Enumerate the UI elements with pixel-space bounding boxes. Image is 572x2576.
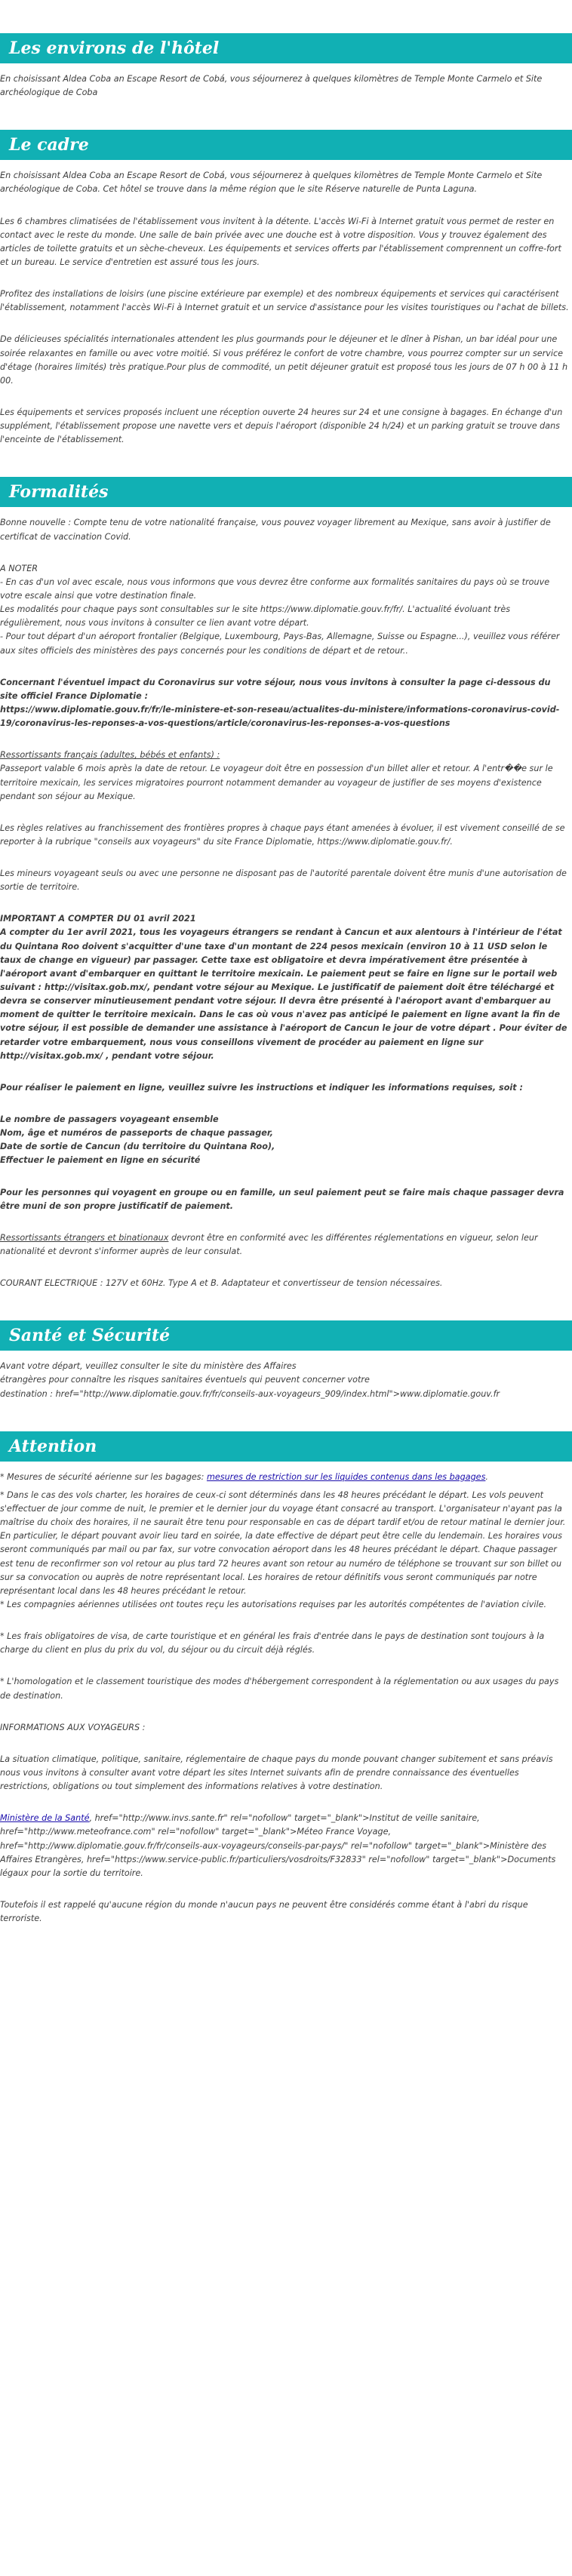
- sante-heading: Santé et Sécurité: [0, 1320, 572, 1351]
- formalites-minors: Les mineurs voyageant seuls ou avec une personne ne disposant pas de l'autorité parentale doivent être munis d'une autorisation de sortie de territoire.: [0, 868, 567, 893]
- formalites-section: [0, 477, 572, 1290]
- attention-links-text: , href="http://www.invs.sante.fr" rel="nofollow" target="_blank">Institut de veille sanitaire, href="http://www.meteofrance.com" rel="nofollow" target="_blank">Méteo France Voyage, href="http://www.diplomatie.gouv.fr/fr/conseils-aux-voyageurs/conseils-par-pays/" rel="nofollow" target="_blank">Ministère des Affaires Etrangères, href="https://www.service-public.fr/particuliers/vosdroits/F32833" rel="nofollow" target="_blank">Documents légaux pour la sortie du territoire.: [0, 1813, 556, 1878]
- sante-text: Avant votre départ, veuillez consulter le site du ministère des Affaires étrangères pour connaître les risques sanitaires éventuels qui peuvent concerner votre destination : href="http://www.diplomatie.gouv.fr/fr/conseils-aux-voyageurs_909/index.html">www.diplomatie.gouv.fr: [0, 1361, 500, 1399]
- cadre-paragraph: En choisissant Aldea Coba an Escape Resort de Cobá, vous séjournerez à quelques kilomètres de Temple Monte Carmelo et Site archéologique de Coba. Cet hôtel se trouve dans la même région que le site Réserve naturelle de Punta Laguna.: [0, 171, 543, 195]
- cadre-paragraph: Les 6 chambres climatisées de l'établissement vous invitent à la détente. L'accès Wi-Fi à Internet gratuit vous permet de rester en contact avec le reste du monde. Une salle de bain privée avec une douche est à votre disposition. Vous y trouvez également des articles de toilette gratuits et un sèche-cheveux. Les équipements et services offerts par l'établissement comprennent un coffre-fort et un bureau. Le service d'entretien est assuré tous les jours.: [0, 216, 561, 267]
- formalites-important-tax: IMPORTANT A COMPTER DU 01 avril 2021 A compter du 1er avril 2021, tous les voyageurs étrangers se rendant à Cancun et aux alentours à l'intérieur de l'état du Quintana Roo doivent s'acquitter d'une taxe d'un montant de 224 pesos mexicain (environ 10 à 11 USD selon le taux de change en vigueur) par passager. Cette taxe est obligatoire et devra impérativement être présentée à l'aéroport avant d'embarquer en quittant le territoire mexicain. Le paiement peut se faire en ligne sur le portail web suivant : http://visitax.gob.mx/, pendant votre séjour au Mexique. Le justificatif de paiement doit être téléchargé et devra se conserver minutieusement pendant votre séjour. Il devra être présenté à l'aéroport avant d'embarquer au moment de quitter le territoire mexicain. Dans le cas où vous n'avez pas anticipé le paiement en ligne avant la fin de votre séjour, il est possible de demander une assistance à l'aéroport de Cancun le jour de votre départ . Pour éviter de retarder votre embarquement, nous vous conseillons vivement de procéder au paiement en ligne sur http://visitax.gob.mx/ , pendant votre séjour.: [0, 914, 567, 1061]
- formalites-electric: COURANT ELECTRIQUE : 127V et 60Hz. Type A et B. Adaptateur et convertisseur de tension nécessaires.: [0, 1278, 443, 1289]
- ministere-sante-link[interactable]: Ministère de la Santé: [0, 1813, 90, 1824]
- cadre-paragraph: Profitez des installations de loisirs (une piscine extérieure par exemple) et des nombreux équipements et services qui caractérisent l'établissement, notamment l'accès Wi-Fi à Internet gratuit et un service d'assistance pour les visites touristiques ou l'achat de billets.: [0, 289, 569, 313]
- formalites-group-payment: Pour les personnes qui voyagent en groupe ou en famille, un seul paiement peut se faire mais chaque passager devra être muni de son propre justificatif de paiement.: [0, 1187, 564, 1211]
- cadre-paragraph: De délicieuses spécialités internationales attendent les plus gourmands pour le déjeuner et le dîner à Pishan, un bar idéal pour une soirée relaxantes en famille ou avec votre moitié. Si vous préférez le confort de votre chambre, vous pourrez compter sur un service d'étage (horaires limités) très pratique.Pour plus de commodité, un petit déjeuner gratuit est proposé tous les jours de 07 h 00 à 11 h 00.: [0, 334, 568, 386]
- attention-security-bags: [0, 1471, 572, 1484]
- formalites-french-nationals-title: Ressortissants français (adultes, bébés et enfants) :: [0, 750, 220, 761]
- liquids-restriction-link[interactable]: mesures de restriction sur les liquides contenus dans les bagages: [206, 1471, 486, 1482]
- attention-security-bags-suffix: .: [485, 1471, 488, 1482]
- environs-heading: Les environs de l'hôtel: [0, 33, 572, 63]
- cadre-heading: Le cadre: [0, 130, 572, 160]
- formalites-note: A NOTER - En cas d'un vol avec escale, nous vous informons que vous devrez être conforme aux formalités sanitaires du pays où se trouve votre escale ainsi que votre destination finale. Les modalités pour chaque pays sont consultables sur le site https://www.diplomatie.gouv.fr/fr/. L'actualité évoluant très régulièrement, nous vous invitons à consulter ce lien avant votre départ. - Pour tout départ d'un aéroport frontalier (Belgique, Luxembourg, Pays-Bas, Allemagne, Suisse ou Espagne...), veuillez vous référer aux sites officiels des ministères des pays concernés pour les conditions de départ et de retour..: [0, 563, 560, 656]
- formalites-online-payment: Pour réaliser le paiement en ligne, veuillez suivre les instructions et indiquer les informations requises, soit :: [0, 1082, 523, 1093]
- attention-homologation: * L'homologation et le classement touristique des modes d'hébergement correspondent à la réglementation ou aux usages du pays de destination.: [0, 1677, 559, 1701]
- cadre-section: [0, 130, 572, 447]
- sante-section: [0, 1320, 572, 1400]
- attention-visa-fees: * Les frais obligatoires de visa, de carte touristique et en général les frais d'entrée dans le pays de destination sont toujours à la charge du client en plus du prix du vol, du séjour ou du circuit déjà réglés.: [0, 1631, 545, 1655]
- attention-terrorism: Toutefois il est rappelé qu'aucune région du monde n'aucun pays ne peuvent être considérés comme étant à l'abri du risque terroriste.: [0, 1899, 528, 1924]
- attention-charter-flights: * Dans le cas des vols charter, les horaires de ceux-ci sont déterminés dans les 48 heures précédant le départ. Les vols peuvent s'effectuer de jour comme de nuit, le premier et le dernier jour du voyage étant consacré au transport. L'organisateur n'ayant pas la maîtrise du choix des horaires, il ne saurait être tenu pour responsable en cas de départ tardif et/ou de retour matinal le dernier jour. En particulier, le départ pouvant avoir lieu tard en soirée, la date effective de départ peut être celle du lendemain. Les horaires vous seront communiqués par mail ou par fax, sur votre convocation aéroport dans les 48 heures précédant le départ. Chaque passager est tenu de reconfirmer son vol retour au plus tard 72 heures avant son retour au numéro de téléphone se trouvant sur son billet ou sur sa convocation ou auprès de notre représentant local. Les horaires de retour définitifs vous seront communiqués par notre représentant local dans les 48 heures précédant le retour. * Les compagnies aériennes utilisées ont toutes reçu les autorisations requises par les autorités compétentes de l'aviation civile.: [0, 1489, 566, 1609]
- attention-section: [0, 1431, 572, 1926]
- attention-heading: Attention: [0, 1431, 572, 1462]
- cadre-paragraph: Les équipements et services proposés incluent une réception ouverte 24 heures sur 24 et une consigne à bagages. En échange d'un supplément, l'établissement propose une navette vers et depuis l'aéroport (disponible 24 h/24) et un parking gratuit se trouve dans l'enceinte de l'établissement.: [0, 407, 563, 445]
- formalites-foreign-nationals-text: devront être en conformité avec les différentes réglementations en vigueur, selon leur nationalité et devront s'informer auprès de leur consulat.: [0, 1232, 538, 1257]
- formalites-foreign-nationals: [0, 1231, 572, 1259]
- attention-links: [0, 1812, 572, 1880]
- attention-climate: La situation climatique, politique, sanitaire, réglementaire de chaque pays du monde pouvant changer subitement et sans préavis nous vous invitons à consulter avant votre départ les sites Internet suivants afin de prendre connaissance des éventuelles restrictions, obligations ou tout simplement des informations relatives à votre destination.: [0, 1754, 553, 1792]
- environs-section: [0, 33, 572, 100]
- environs-text: En choisissant Aldea Coba an Escape Resort de Cobá, vous séjournerez à quelques kilomètres de Temple Monte Carmelo et Site archéologique de Coba: [0, 74, 543, 98]
- formalites-payment-list: Le nombre de passagers voyageant ensemble Nom, âge et numéros de passeports de chaque passager, Date de sortie de Cancun (du territoire du Quintana Roo), Effectuer le paiement en ligne en sécurité: [0, 1114, 275, 1166]
- formalites-good-news: Bonne nouvelle : Compte tenu de votre nationalité française, vous pouvez voyager librement au Mexique, sans avoir à justifier de certificat de vaccination Covid.: [0, 518, 551, 542]
- formalites-heading: Formalités: [0, 477, 572, 507]
- formalites-foreign-nationals-title: Ressortissants étrangers et binationaux: [0, 1232, 169, 1243]
- formalites-coronavirus: Concernant l'éventuel impact du Coronavirus sur votre séjour, nous vous invitons à consulter la page ci-dessous du site officiel France Diplomatie : https://www.diplomatie.gouv.fr/fr/le-ministere-et-son-reseau/actualites-du-ministere/informations-coronavirus-covid-19/coronavirus-les-reponses-a-vos-questions/article/coronavirus-les-reponses-a-vos-questions: [0, 677, 560, 729]
- formalites-french-nationals-text: Passeport valable 6 mois après la date de retour. Le voyageur doit être en possession d'un billet aller et retour. A l'entr��e sur le territoire mexicain, les services migratoires pourront notamment demander au voyageur de justifier de ses moyens d'existence pendant son séjour au Mexique.: [0, 764, 553, 801]
- attention-security-bags-prefix: * Mesures de sécurité aérienne sur les bagages:: [0, 1471, 207, 1482]
- formalites-french-nationals: [0, 749, 572, 804]
- attention-info-title: INFORMATIONS AUX VOYAGEURS :: [0, 1722, 146, 1732]
- formalites-border-rules: Les règles relatives au franchissement des frontières propres à chaque pays étant amenées à évoluer, il est vivement conseillé de se reporter à la rubrique "conseils aux voyageurs" du site France Diplomatie, https://www.diplomatie.gouv.fr/.: [0, 822, 565, 847]
